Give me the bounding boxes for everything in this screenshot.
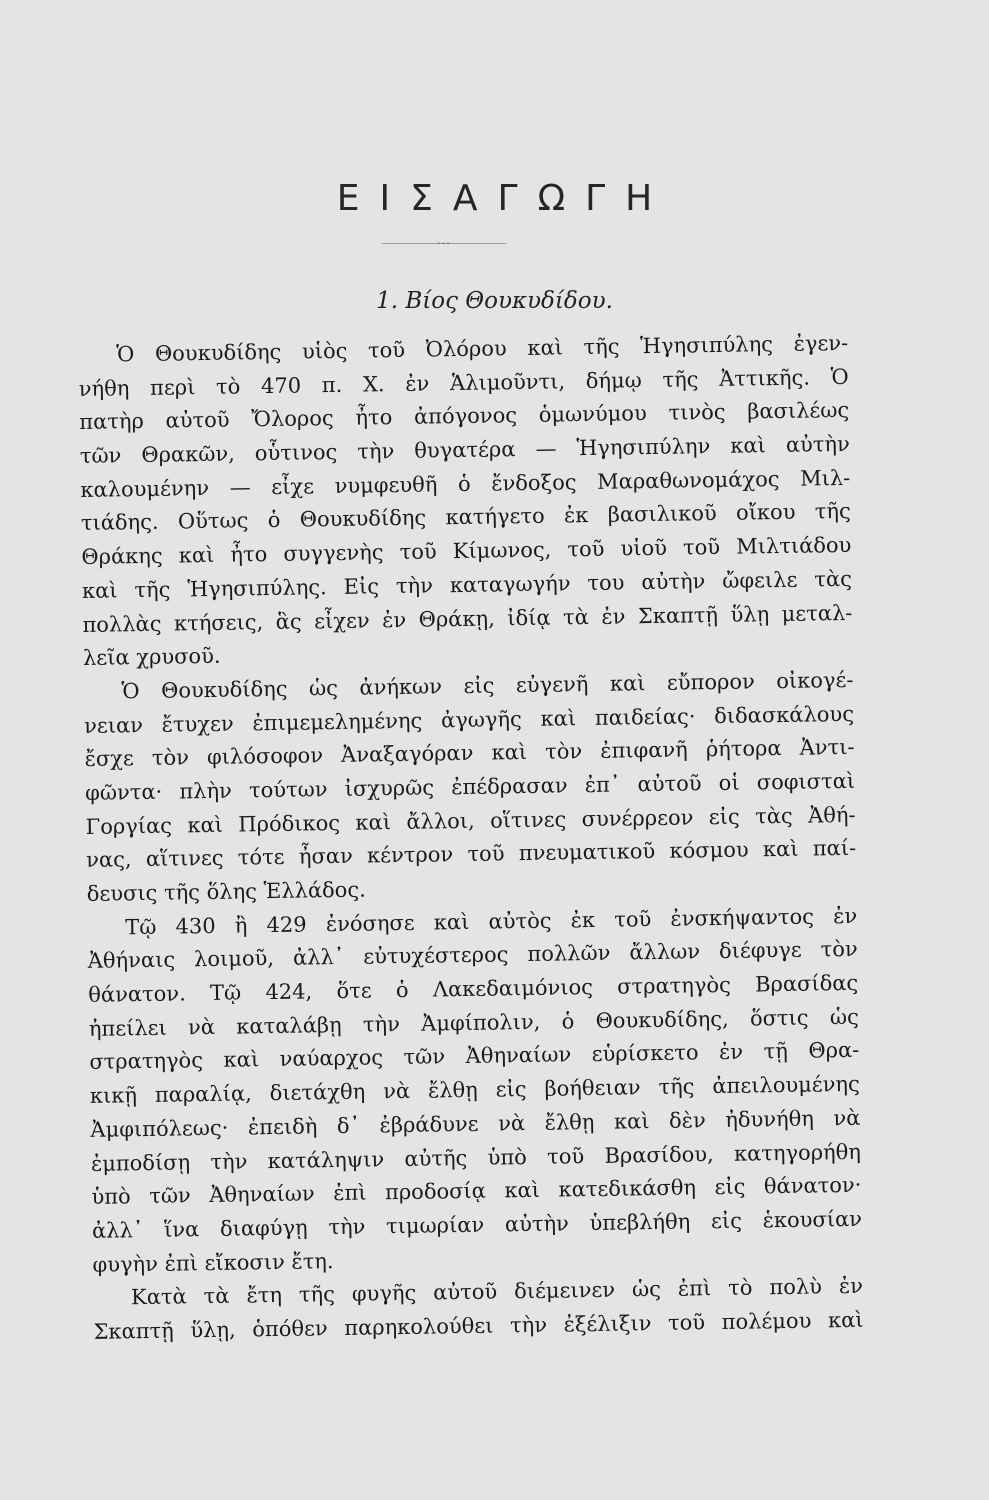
text-line: νειαν ἔτυχεν ἐπιμεμελημένης ἀγωγῆς καὶ παιδείας· διδασκάλους (83, 701, 855, 738)
text-line: νήθη περὶ τὸ 470 π. Χ. ἐν Ἁλιμοῦντι, δήμῳ τῆς Ἀττικῆς. Ὁ (78, 364, 849, 401)
text-line: Ὁ Θουκυδίδης υἱὸς τοῦ Ὀλόρου καὶ τῆς Ἡγησιπύλης ἐγεν- (116, 330, 849, 367)
text-line: Σκαπτῇ ὕλῃ, ὁπόθεν παρηκολούθει τὴν ἐξέλιξιν τοῦ πολέμου καὶ (93, 1307, 864, 1344)
text-line: ἐμποδίσῃ τὴν κατάληψιν αὐτῆς ὑπὸ τοῦ Βρασίδου, κατηγορήθη (90, 1139, 862, 1176)
text-line: τιάδης. Οὕτως ὁ Θουκυδίδης κατήγετο ἐκ βασιλικοῦ οἴκου τῆς (80, 499, 851, 536)
text-line: νας, αἵτινες τότε ἦσαν κέντρον τοῦ πνευματικοῦ κόσμου καὶ παί- (85, 836, 857, 873)
body-text (78, 327, 864, 1350)
text-line: φυγὴν ἐπὶ εἴκοσιν ἔτη. (92, 1248, 334, 1277)
text-line: καλουμένην — εἶχε νυμφευθῆ ὁ ἔνδοξος Μαραθωνομάχος Μιλ- (80, 465, 851, 502)
text-line: Ὁ Θουκυδίδης ὡς ἀνήκων εἰς εὐγενῆ καὶ εὔπορον οἰκογέ- (121, 667, 854, 704)
text-line: πολλὰς κτήσεις, ἃς εἶχεν ἐν Θράκῃ, ἰδίᾳ τὰ ἐν Σκαπτῇ ὕλῃ μεταλ- (82, 600, 853, 637)
text-line: θάνατον. Τῷ 424, ὅτε ὁ Λακεδαιμόνιος στρατηγὸς Βρασίδας (88, 970, 859, 1007)
chapter-heading: ΕΙΣΑΓΩΓΗ (336, 178, 673, 219)
text-line: Γοργίας καὶ Πρόδικος καὶ ἄλλοι, οἵτινες συνέρρεον εἰς τὰς Ἀθή- (85, 802, 856, 839)
section-title: 1. Βίος Θουκυδίδου. (376, 288, 613, 314)
text-line: Ἀμφιπόλεως· ἐπειδὴ δ᾽ ἐβράδυνε νὰ ἔλθῃ καὶ δὲν ἠδυνήθη νὰ (90, 1105, 861, 1142)
text-line: τῶν Θρακῶν, οὗτινος τὴν θυγατέρα — Ἡγησιπύλην καὶ αὐτὴν (79, 431, 850, 469)
text-line: ὑπὸ τῶν Ἀθηναίων ἐπὶ προδοσίᾳ καὶ κατεδικάσθη εἰς θάνατον· (91, 1172, 862, 1210)
text-line: ἀλλ᾽ ἵνα διαφύγῃ τὴν τιμωρίαν αὐτὴν ὑπεβλήθη εἰς ἑκουσίαν (91, 1206, 863, 1243)
text-line: Κατὰ τὰ ἔτη τῆς φυγῆς αὐτοῦ διέμεινεν ὡς ἐπὶ τὸ πολὺ ἐν (130, 1274, 864, 1310)
rule-ornament: ... (437, 234, 451, 247)
text-line: καὶ τῆς Ἡγησιπύλης. Εἰς τὴν καταγωγήν του αὐτὴν ὤφειλε τὰς (81, 566, 853, 603)
text-line: φῶντα· πλὴν τούτων ἰσχυρῶς ἐπέδρασαν ἐπ᾽ αὐτοῦ οἱ σοφισταὶ (84, 768, 856, 805)
text-line: ἠπείλει νὰ καταλάβῃ τὴν Ἀμφίπολιν, ὁ Θουκυδίδης, ὅστις ὡς (88, 1004, 859, 1041)
text-line: πατὴρ αὐτοῦ Ὄλορος ἦτο ἀπόγονος ὁμωνύμου τινὸς βασιλέως (79, 398, 850, 435)
text-line: στρατηγὸς καὶ ναύαρχος τῶν Ἀθηναίων εὑρίσκετο ἐν τῇ Θρα- (89, 1038, 860, 1075)
text-line: Ἀθήναις λοιμοῦ, ἀλλ᾽ εὐτυχέστερος πολλῶν ἄλλων διέφυγε τὸν (87, 937, 858, 974)
text-line: ἔσχε τὸν φιλόσοφον Ἀναξαγόραν καὶ τὸν ἐπιφανῆ ῥήτορα Ἀντι- (84, 735, 855, 772)
text-line: Τῷ 430 ἢ 429 ἐνόσησε καὶ αὐτὸς ἐκ τοῦ ἐνσκήψαντος ἐν (125, 903, 858, 940)
text-line: λεῖα χρυσοῦ. (82, 643, 221, 671)
text-line: κικῇ παραλίᾳ, διετάχθη νὰ ἔλθῃ εἰς βοήθειαν τῆς ἀπειλουμένης (89, 1071, 860, 1109)
text-line: δευσις τῆς ὅλης Ἑλλάδος. (86, 877, 366, 906)
text-line: Θράκης καὶ ἦτο συγγενὴς τοῦ Κίμωνος, τοῦ υἱοῦ τοῦ Μιλτιάδου (81, 533, 852, 570)
